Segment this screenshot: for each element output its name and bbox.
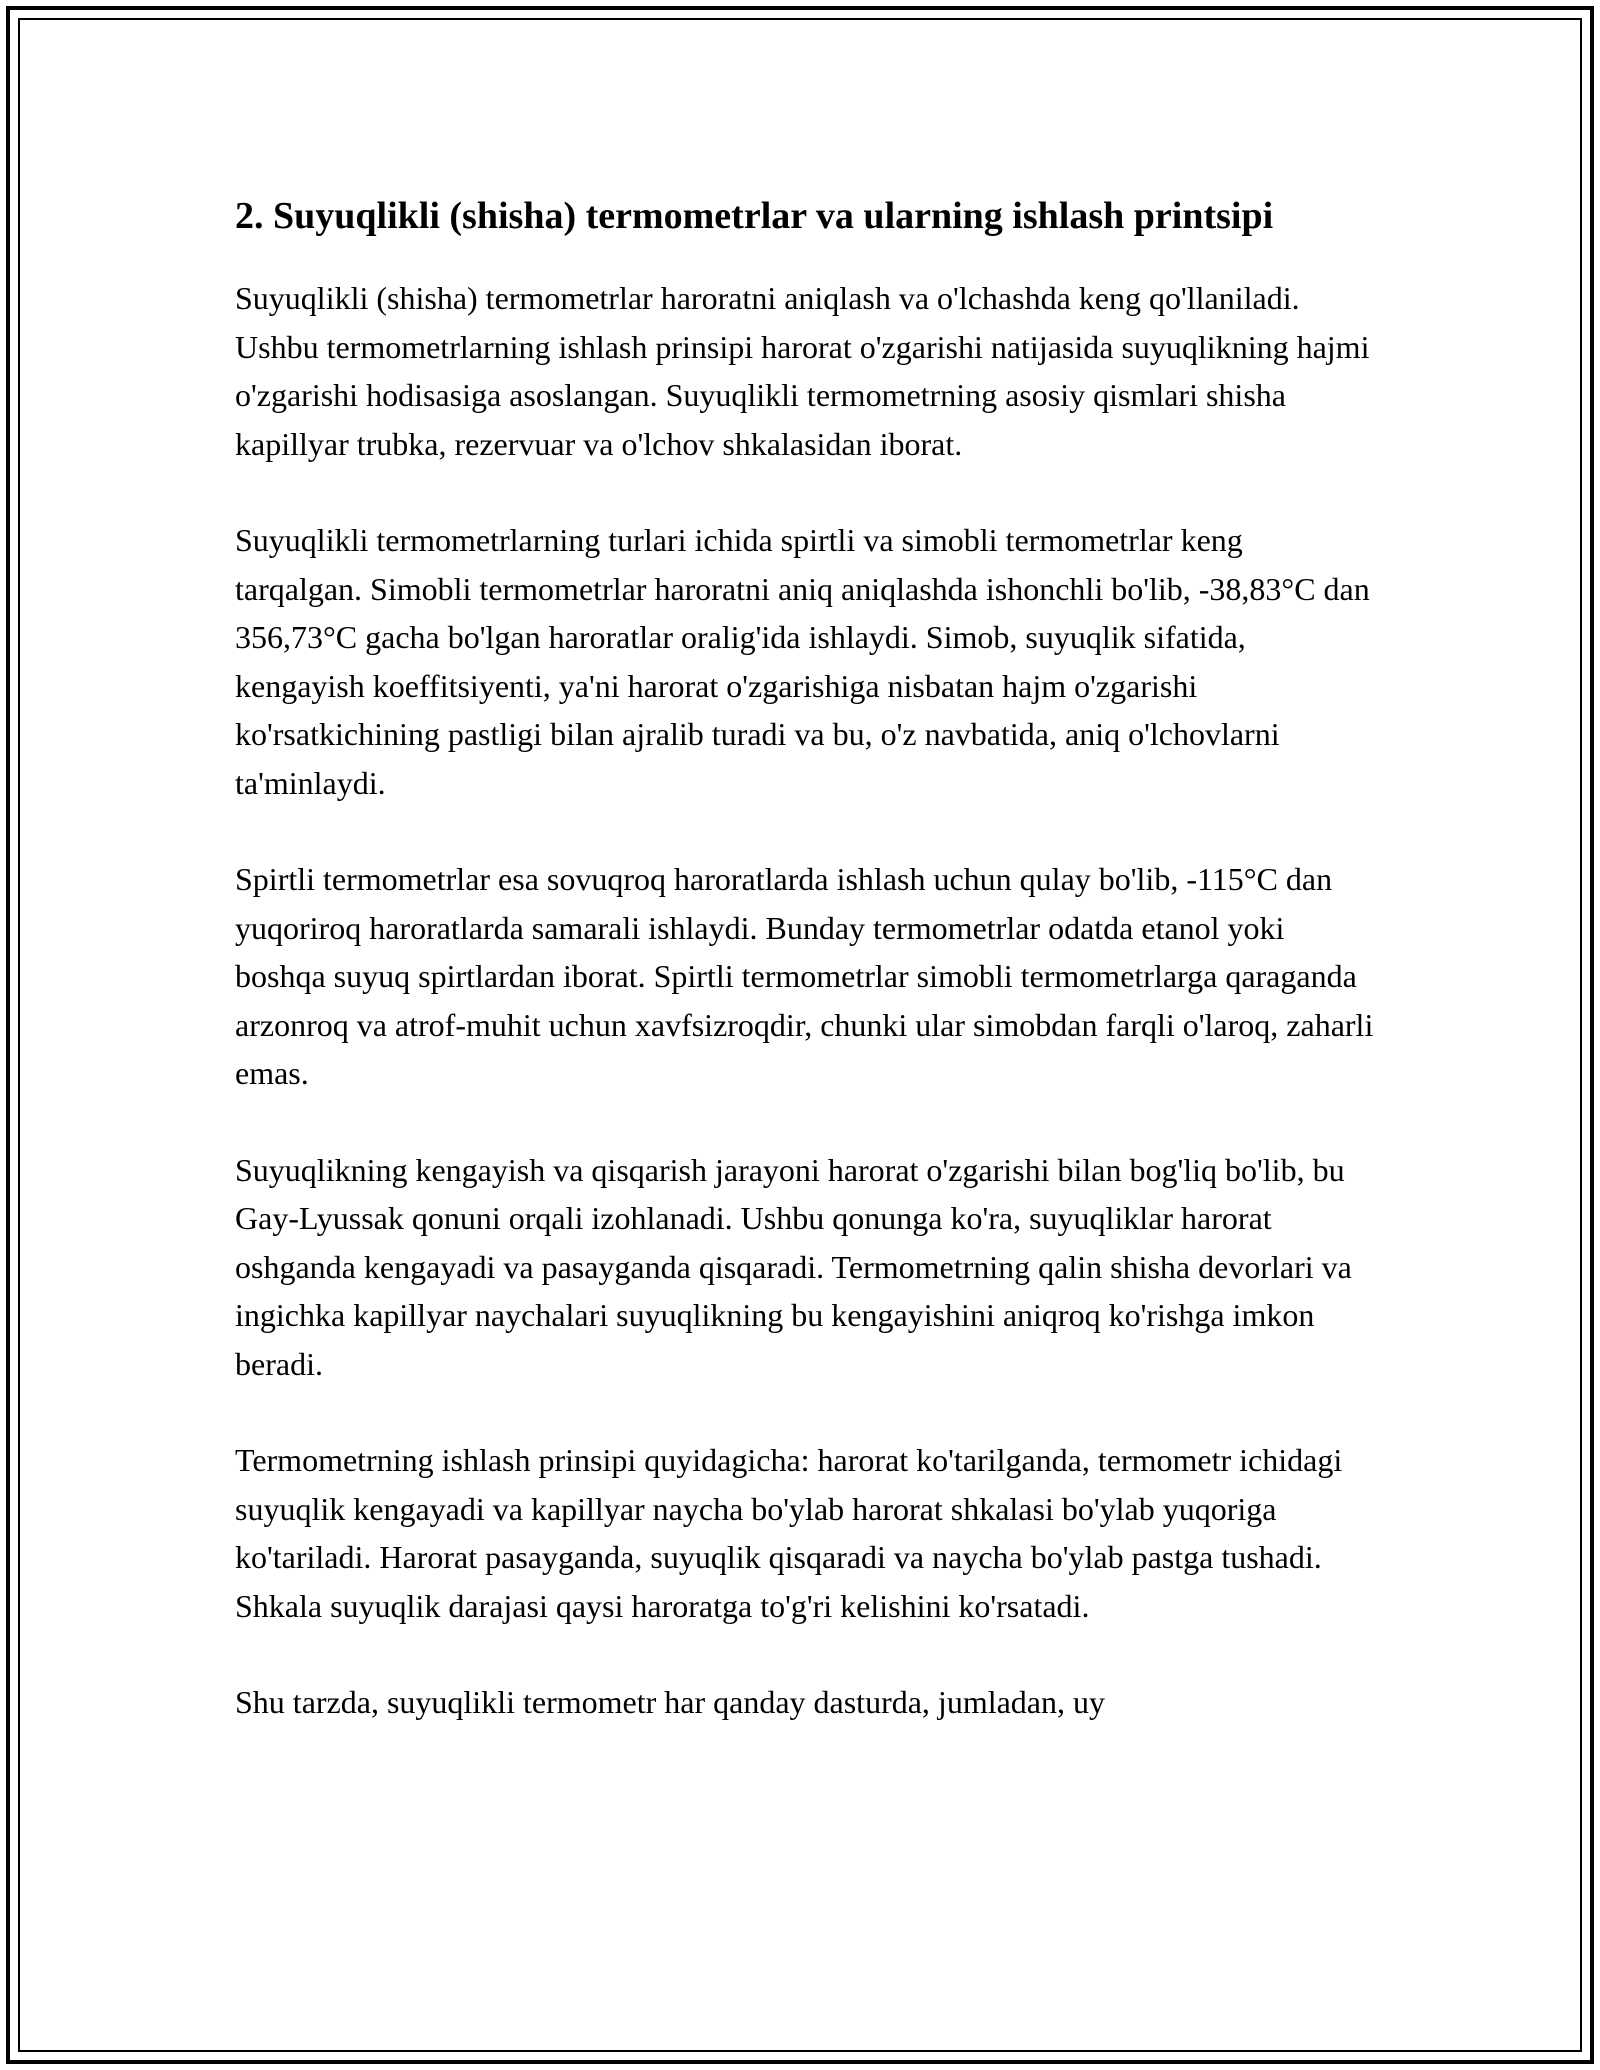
document-body — [235, 188, 1375, 1775]
paragraph-principle: Termometrning ishlash prinsipi quyidagicha: harorat ko'tarilganda, termometr ichidagi suyuqlik kengayadi va kapillyar naycha bo'ylab harorat shkalasi bo'ylab yuqoriga ko'tariladi. Harorat pasayganda, suyuqlik qisqaradi va naycha bo'ylab pastga tushadi. Shkala suyuqlik darajasi qaysi haroratga to'g'ri kelishini ko'rsatadi. — [235, 1442, 1343, 1624]
paragraph-types: Suyuqlikli termometrlarning turlari ichida spirtli va simobli termometrlar keng tarqalgan. Simobli termometrlar haroratni aniq aniqlashda ishonchli bo'lib, -38,83°C dan 356,73°C gacha bo'lgan haroratlar oralig'ida ishlaydi. Simob, suyuqlik sifatida, kengayish koeffitsiyenti, ya'ni harorat o'zgarishiga nisbatan hajm o'zgarishi ko'rsatkichining pastligi bilan ajralib turadi va bu, o'z navbatida, aniq o'lchovlarni ta'minlaydi. — [235, 522, 1370, 801]
section-title: 2. Suyuqlikli (shisha) termometrlar va ularning ishlash printsipi — [235, 195, 1274, 237]
paragraph-expansion: Suyuqlikning kengayish va qisqarish jarayoni harorat o'zgarishi bilan bog'liq bo'lib, bu Gay-Lyussak qonuni orqali izohlanadi. Ushbu qonunga ko'ra, suyuqliklar harorat oshganda kengayadi va pasayganda qisqaradi. Termometrning qalin shisha devorlari va ingichka kapillyar naychalari suyuqlikning bu kengayishini aniqroq ko'rishga imkon beradi. — [235, 1151, 1352, 1382]
paragraph-conclusion: Shu tarzda, suyuqlikli termometr har qanday dasturda, jumladan, uy — [235, 1684, 1105, 1720]
paragraph-intro: Suyuqlikli (shisha) termometrlar haroratni aniqlash va o'lchashda keng qo'llaniladi. Ushbu termometrlarning ishlash prinsipi harorat o'zgarishi natijasida suyuqlikning hajmi o'zgarishi hodisasiga asoslangan. Suyuqlikli termometrning asosiy qismlari shisha kapillyar trubka, rezervuar va o'lchov shkalasidan iborat. — [235, 280, 1370, 462]
paragraph-alcohol: Spirtli termometrlar esa sovuqroq haroratlarda ishlash uchun qulay bo'lib, -115°C dan yuqoriroq haroratlarda samarali ishlaydi. Bunday termometrlar odatda etanol yoki boshqa suyuq spirtlardan iborat. Spirtli termometrlar simobli termometrlarga qaraganda arzonroq va atrof-muhit uchun xavfsizroqdir, chunki ular simobdan farqli o'laroq, zaharli emas. — [235, 861, 1374, 1091]
